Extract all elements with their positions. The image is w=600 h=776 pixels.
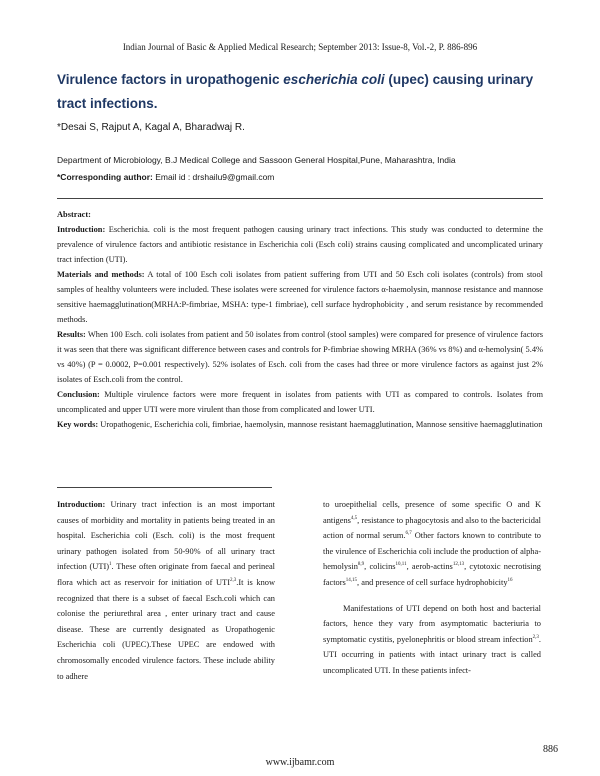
citation: 2,3 bbox=[230, 578, 237, 584]
title-part1: Virulence factors in uropathogenic bbox=[57, 72, 284, 87]
body-text: , resistance to phagocytosis and also to the bactericidal action of normal serum. bbox=[323, 515, 541, 541]
citation: 4,5 bbox=[350, 515, 358, 521]
abstract-methods bbox=[57, 267, 543, 327]
body-text: to uroepithelial cells, presence of some specific O and K antigens bbox=[323, 500, 541, 525]
body-paragraph bbox=[323, 497, 541, 591]
body-text: , aerob-actins bbox=[406, 562, 453, 572]
abstract-conclusion bbox=[57, 387, 543, 417]
citation: 12,13 bbox=[452, 562, 465, 568]
abstract-heading: Abstract: bbox=[57, 210, 91, 219]
abstract-conclusion-text: Multiple virulence factors were more frequent in isolates from patients with UTI as compared to controls. Isolates from uncomplicated and upper UTI were more virulent than those from complicated and lower UTI. bbox=[57, 390, 543, 414]
affiliation: Department of Microbiology, B.J Medical College and Sassoon General Hospital,Pune, Maharashtra, India bbox=[57, 155, 456, 165]
citation: 16 bbox=[507, 578, 513, 584]
abstract-keywords-label: Key words: bbox=[57, 420, 99, 429]
citation: 10,11 bbox=[395, 562, 407, 568]
body-text: , colicins bbox=[364, 562, 396, 572]
abstract bbox=[57, 207, 543, 432]
body-text: Urinary tract infection is an most important causes of morbidity and mortality in patients being treated in an hospital. Escherichia coli (Esch. coli) is the most frequent urinary pathogen isolated from 50-90% of all urinary tract infection (UTI) bbox=[57, 500, 275, 572]
abstract-conclusion-label: Conclusion: bbox=[57, 390, 100, 399]
abstract-intro-label: Introduction: bbox=[57, 225, 106, 234]
abstract-results-label: Results: bbox=[57, 330, 86, 339]
body-text: .It is know recognized that there is a subset of faecal Esch.coli which can colonise the periurethral area , enter urinary tract and cause disease. These are currently designated as Uropathogenic Escherichia coli (UPEC).These UPEC are endowed with chromosomally encoded virulence factors. These include ability to adhere bbox=[57, 577, 275, 681]
title-italic: escherichia coli bbox=[283, 72, 385, 87]
body-text: Other factors known to contribute to the virulence of Escherichia coli include the production of alpha-hemolysin bbox=[323, 531, 541, 572]
abstract-results-text: When 100 Esch. coli isolates from patient and 50 isolates from control (stool samples) were compared for presence of virulence factors it was seen that there was significant difference between cases and controls for P-fimbriae showing MRHA (36% vs 8%) and α-hemolysin( 5.4% vs 40%) (P = 0.0002, P=0.001 respectively). 52% isolates of Esch. coli from the cases had three or more virulence factors as against just 2% isolates of Esch.coli from the control. bbox=[57, 330, 543, 384]
citation: 14,15 bbox=[345, 578, 358, 584]
body-text: Manifestations of UTI depend on both host and bacterial factors, hence they vary from asymptomatic bacteriuria to symptomatic cystitis, pyelonephritis or blood stream infection bbox=[323, 603, 541, 644]
abstract-keywords bbox=[57, 417, 543, 432]
citation: 2,3 bbox=[532, 634, 539, 640]
journal-header: Indian Journal of Basic & Applied Medical Research; September 2013: Issue-8, Vol.-2, P. 886-896 bbox=[122, 42, 478, 52]
corresponding-label: *Corresponding author: bbox=[57, 172, 153, 182]
abstract-intro-text: Escherichia. coli is the most frequent pathogen causing urinary tract infections. This study was conducted to determine the prevalence of virulence factors and antibiotic resistance in Escherichia coli (Esch coli) strains causing complicated and uncomplicated urinary tract infection (UTI). bbox=[57, 225, 543, 264]
abstract-results bbox=[57, 327, 543, 387]
citation: 1 bbox=[109, 562, 112, 568]
body-intro-paragraph bbox=[57, 497, 275, 684]
body-text: . UTI occurring in patients with intact urinary tract is called uncomplicated UTI. In these patients infect- bbox=[323, 634, 541, 675]
title-part2: (upec) causing urinary tract infections. bbox=[57, 72, 534, 111]
body-intro-label: Introduction: bbox=[57, 500, 106, 509]
body-column-left bbox=[57, 497, 275, 684]
corresponding-email: Email id : drshailu9@gmail.com bbox=[152, 172, 275, 182]
body-text: , and presence of cell surface hydrophobicity bbox=[357, 577, 508, 587]
corresponding-author bbox=[57, 172, 274, 182]
body-text: . These often originate from faecal and perineal flora which act as reservoir for initiation of UTI bbox=[57, 562, 275, 587]
abstract-methods-text: A total of 100 Esch coli isolates from patient suffering from UTI and 50 Esch coli isolates (controls) from stool samples of healthy volunteers were included. These isolates were screened for virulence factors α-haemolysin, mannose resistance and mannose sensitive haemagglutination(MRHA:P-fimbriae, MSHA: type-1 fimbriae), cell surface hydrophobicity , and serum resistance by recommended methods. bbox=[57, 270, 543, 324]
citation: 8,9 bbox=[357, 562, 365, 568]
article-title bbox=[57, 68, 557, 116]
body-paragraph-2 bbox=[323, 601, 541, 679]
page-number: 886 bbox=[543, 744, 558, 755]
abstract-top-divider bbox=[57, 198, 543, 199]
body-column-right bbox=[323, 497, 541, 679]
body-text: , cytotoxic necrotising factors bbox=[323, 562, 541, 587]
abstract-methods-label: Materials and methods: bbox=[57, 270, 145, 279]
abstract-introduction bbox=[57, 222, 543, 267]
body-left-divider bbox=[57, 487, 272, 488]
footer-url: www.ijbamr.com bbox=[265, 757, 335, 768]
citation: 6,7 bbox=[405, 531, 412, 537]
abstract-keywords-text: Uropathogenic, Escherichia coli, fimbriae, haemolysin, mannose resistant haemagglutination, Mannose sensitive haemagglutination bbox=[98, 420, 543, 429]
authors: *Desai S, Rajput A, Kagal A, Bharadwaj R. bbox=[57, 122, 245, 133]
